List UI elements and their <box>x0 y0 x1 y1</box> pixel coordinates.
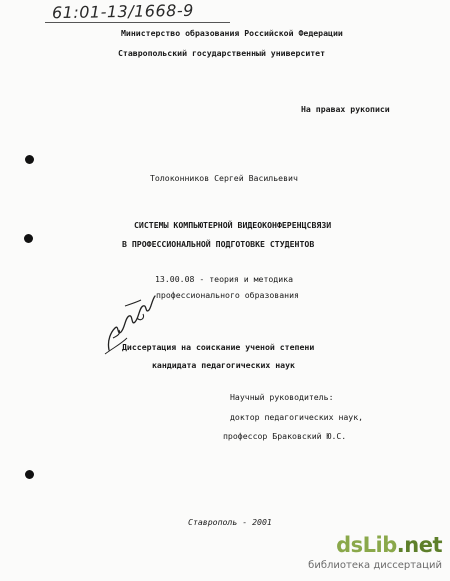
binder-hole-bottom <box>25 470 34 479</box>
supervisor-line-1: доктор педагогических наук, <box>230 412 364 422</box>
ministry-line: Министерство образования Российской Федерации <box>121 28 343 38</box>
degree-line-1: Диссертация на соискание ученой степени <box>122 342 315 352</box>
specialty-line-1: 13.00.08 - теория и методика <box>155 274 294 284</box>
university-line: Ставропольский государственный университет <box>118 48 326 58</box>
dslib-watermark <box>308 533 442 575</box>
archive-number: 61:01-13/1668-9 <box>51 0 194 23</box>
title-line-2: В ПРОФЕССИОНАЛЬНОЙ ПОДГОТОВКЕ СТУДЕНТОВ <box>122 239 315 249</box>
dslib-logo: dsLib.net <box>336 533 442 557</box>
degree-line-2: кандидата педагогических наук <box>152 360 295 370</box>
dslib-subtitle: библиотека диссертаций <box>308 560 442 571</box>
title-line-1: СИСТЕМЫ КОМПЬЮТЕРНОЙ ВИДЕОКОНФЕРЕНЦСВЯЗИ <box>134 220 332 230</box>
binder-hole-top <box>25 155 34 164</box>
specialty-line-2: профессионального образования <box>156 290 299 300</box>
author-name: Толоконников Сергей Васильевич <box>150 173 298 183</box>
supervisor-label: Научный руководитель: <box>230 392 334 402</box>
supervisor-line-2: профессор Браковский Ю.С. <box>223 431 347 441</box>
archive-underline <box>45 22 230 23</box>
manuscript-note: На правах рукописи <box>301 104 390 114</box>
place-year: Ставрополь - 2001 <box>188 517 272 527</box>
binder-hole-middle <box>24 234 33 243</box>
